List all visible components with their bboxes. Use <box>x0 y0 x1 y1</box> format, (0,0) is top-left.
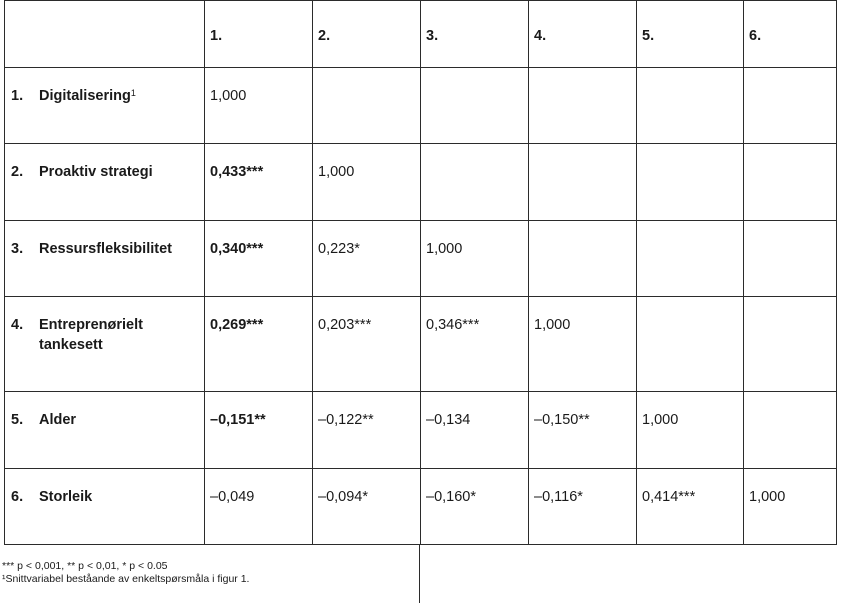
row-number: 1. <box>11 88 24 104</box>
cell-value: –0,160* <box>426 489 476 505</box>
cell-value: –0,116* <box>534 489 583 505</box>
cell-value: 1,000 <box>426 241 463 257</box>
table-cell <box>421 221 529 297</box>
table-row <box>5 297 837 392</box>
header-row <box>5 1 837 68</box>
table-cell <box>529 144 637 221</box>
table-cell <box>744 392 837 469</box>
table-cell <box>637 469 744 545</box>
cell-value: –0,151** <box>210 412 266 428</box>
table-cell <box>637 392 744 469</box>
table-cell <box>637 68 744 144</box>
column-header <box>313 1 421 68</box>
footnote-marker: 1 <box>130 88 136 98</box>
row-header <box>5 68 205 144</box>
table-cell <box>744 221 837 297</box>
cell-value <box>421 68 528 86</box>
table-row <box>5 68 837 144</box>
row-header <box>5 469 205 545</box>
cell-value: 0,433*** <box>210 164 264 180</box>
row-header-content <box>5 221 204 259</box>
row-label <box>39 487 92 507</box>
table-cell <box>529 221 637 297</box>
column-header <box>421 1 529 68</box>
cell-value <box>637 68 743 86</box>
row-header-content <box>5 144 204 182</box>
table-cell <box>744 144 837 221</box>
row-number: 5. <box>11 412 24 428</box>
cell-value <box>529 68 636 86</box>
corner-cell <box>5 1 205 68</box>
variable-note: ¹Snittvariabel beståande av enkeltspørsmåla i figur 1. <box>2 572 250 585</box>
cell-value: 0,203*** <box>318 317 372 333</box>
table-cell <box>205 144 313 221</box>
row-header <box>5 297 205 392</box>
table-cell <box>637 221 744 297</box>
row-label-text: Digitalisering <box>39 88 131 104</box>
row-label <box>39 410 76 430</box>
row-label-text: Proaktiv strategi <box>39 164 153 180</box>
cell-value: 0,414*** <box>642 489 696 505</box>
row-number: 4. <box>11 317 24 333</box>
table-row <box>5 221 837 297</box>
row-header <box>5 392 205 469</box>
table-cell <box>313 469 421 545</box>
table-cell <box>421 392 529 469</box>
column-header <box>529 1 637 68</box>
table-cell <box>421 297 529 392</box>
cell-value <box>744 392 836 410</box>
table-cell <box>205 68 313 144</box>
row-label <box>39 162 153 182</box>
row-number: 2. <box>11 164 24 180</box>
cell-value: 1,000 <box>534 317 571 333</box>
row-label <box>39 86 136 106</box>
column-header-label: 5. <box>642 28 655 44</box>
row-label <box>39 315 179 355</box>
cell-value: 1,000 <box>642 412 679 428</box>
row-label-text: Alder <box>39 412 77 428</box>
cell-value: 0,223* <box>318 241 360 257</box>
table-cell <box>744 68 837 144</box>
table-cell <box>205 392 313 469</box>
cell-value <box>529 144 636 162</box>
cell-value <box>637 297 743 315</box>
table-cell <box>313 144 421 221</box>
cell-value: –0,134 <box>426 412 471 428</box>
table-cell <box>421 68 529 144</box>
table-cell <box>313 392 421 469</box>
cell-value <box>744 68 836 86</box>
row-label-text: Entreprenørielt tankesett <box>39 317 143 353</box>
cell-value: 1,000 <box>749 489 786 505</box>
table-row <box>5 469 837 545</box>
row-header-content <box>5 392 204 430</box>
cell-value: 1,000 <box>210 88 247 104</box>
table-cell <box>529 469 637 545</box>
column-header <box>637 1 744 68</box>
table-cell <box>637 297 744 392</box>
column-header-label: 4. <box>534 28 547 44</box>
cell-value <box>529 221 636 239</box>
table-cell <box>529 392 637 469</box>
cell-value <box>637 221 743 239</box>
correlation-table <box>4 0 837 545</box>
cell-value <box>744 221 836 239</box>
cell-value: 0,269*** <box>210 317 264 333</box>
row-header <box>5 221 205 297</box>
cell-value: 0,340*** <box>210 241 264 257</box>
table-row <box>5 392 837 469</box>
row-label-text: Ressursfleksibilitet <box>39 241 172 257</box>
cell-value <box>313 68 420 86</box>
divider-line <box>419 544 420 603</box>
row-number: 3. <box>11 241 24 257</box>
table-cell <box>205 297 313 392</box>
column-header-label: 2. <box>318 28 331 44</box>
cell-value: 1,000 <box>318 164 355 180</box>
cell-value: –0,150** <box>534 412 590 428</box>
column-header-label: 6. <box>749 28 762 44</box>
table-cell <box>744 469 837 545</box>
column-header <box>744 1 837 68</box>
table-cell <box>421 144 529 221</box>
cell-value: –0,122** <box>318 412 374 428</box>
column-header <box>205 1 313 68</box>
cell-value <box>421 144 528 162</box>
column-header-label: 3. <box>426 28 439 44</box>
row-header-content <box>5 68 204 106</box>
cell-value <box>637 144 743 162</box>
row-header-content <box>5 469 204 507</box>
table-cell <box>313 297 421 392</box>
table-cell <box>421 469 529 545</box>
row-number: 6. <box>11 489 24 505</box>
table-cell <box>313 68 421 144</box>
cell-value: –0,094* <box>318 489 368 505</box>
table-cell <box>205 221 313 297</box>
table-cell <box>313 221 421 297</box>
significance-note: *** p < 0,001, ** p < 0,01, * p < 0.05 <box>2 560 168 572</box>
row-header-content <box>5 297 204 355</box>
table-row <box>5 144 837 221</box>
table-cell <box>529 297 637 392</box>
footnotes <box>2 560 249 585</box>
table-cell <box>637 144 744 221</box>
cell-value <box>744 144 836 162</box>
table-cell <box>744 297 837 392</box>
cell-value: –0,049 <box>210 489 255 505</box>
row-label <box>39 239 172 259</box>
row-header <box>5 144 205 221</box>
table-cell <box>529 68 637 144</box>
row-label-text: Storleik <box>39 489 93 505</box>
table-cell <box>205 469 313 545</box>
column-header-label: 1. <box>210 28 223 44</box>
cell-value <box>744 297 836 315</box>
cell-value: 0,346*** <box>426 317 480 333</box>
